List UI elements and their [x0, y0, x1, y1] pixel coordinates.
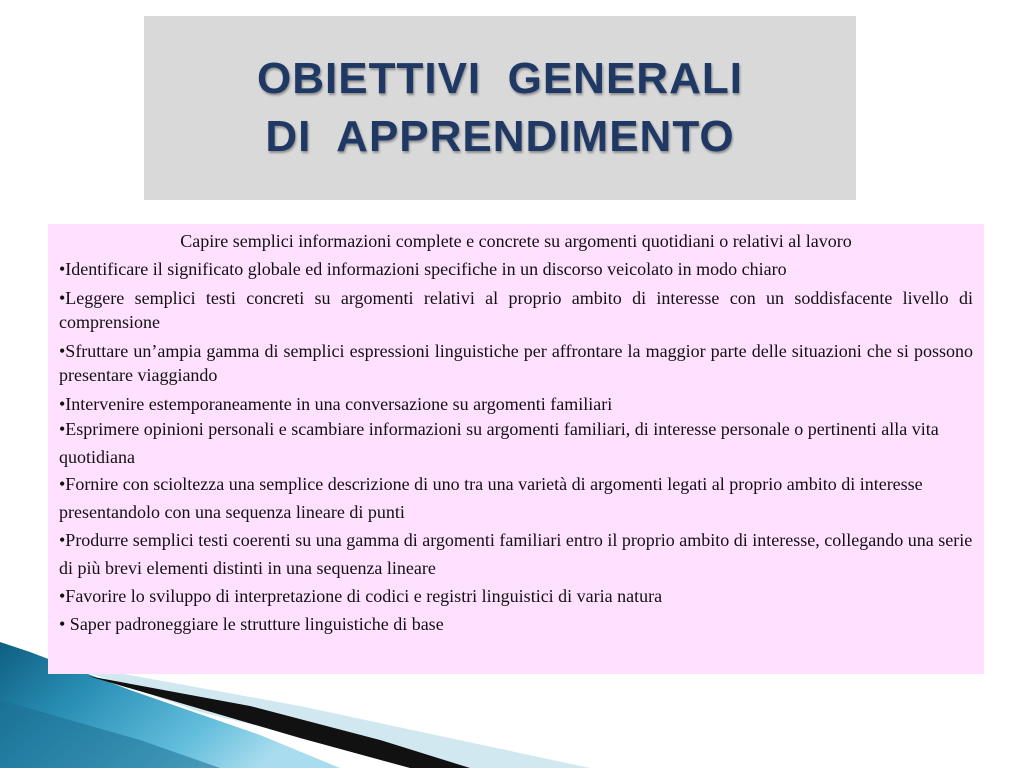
objective-item: •Leggere semplici testi concreti su argomenti relativi al proprio ambito di interesse con un soddisfacente livello di comprensione: [59, 288, 973, 332]
slide-title-line-2: DI APPRENDIMENTO: [265, 112, 735, 161]
objective-item: •Sfruttare un’ampia gamma di semplici espressioni linguistiche per affrontare la maggior parte delle situazioni che si possono presentare viaggiando: [59, 341, 973, 385]
objective-item: •Produrre semplici testi coerenti su una gamma di argomenti familiari entro il proprio ambito di interesse, collegando una serie di più brevi elementi distinti in una sequenza lineare: [59, 530, 973, 578]
slide-title-line-1: OBIETTIVI GENERALI: [257, 54, 743, 103]
objective-item: • Saper padroneggiare le strutture linguistiche di base: [59, 614, 444, 634]
objectives-content-box: [48, 224, 984, 674]
objective-item: •Esprimere opinioni personali e scambiare informazioni su argomenti familiari, di interesse personale o pertinenti alla vita quotidiana: [59, 419, 939, 467]
slide-title-box: [144, 16, 856, 200]
objective-item: •Intervenire estemporaneamente in una conversazione su argomenti familiari: [59, 394, 613, 414]
objective-item: •Favorire lo sviluppo di interpretazione di codici e registri linguistici di varia natura: [59, 586, 663, 606]
objectives-intro: Capire semplici informazioni complete e concrete su argomenti quotidiani o relativi al lavoro: [180, 231, 852, 251]
objective-item: •Identificare il significato globale ed informazioni specifiche in un discorso veicolato in modo chiaro: [59, 259, 787, 279]
objective-item: •Fornire con scioltezza una semplice descrizione di uno tra una varietà di argomenti legati al proprio ambito di interesse presentandolo con una sequenza lineare di punti: [59, 474, 923, 522]
